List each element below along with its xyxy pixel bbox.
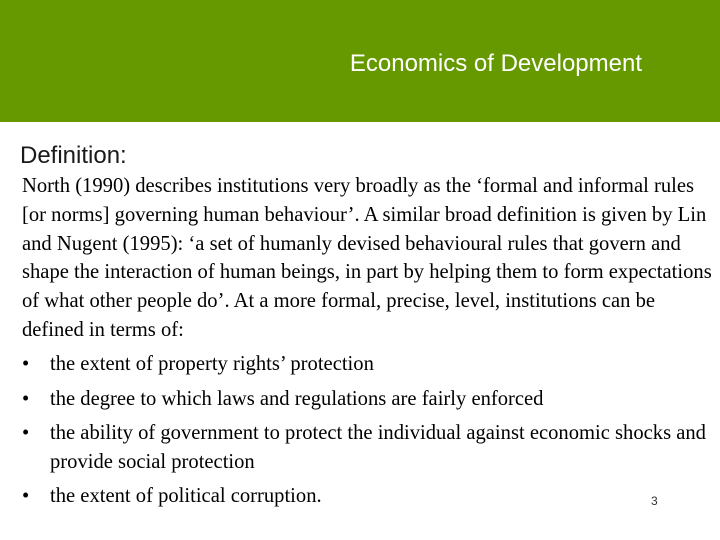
bullet-dot-icon: • bbox=[22, 353, 30, 376]
bullet-item bbox=[22, 419, 717, 477]
bullet-list bbox=[22, 350, 717, 510]
bullet-dot-icon: • bbox=[22, 421, 30, 444]
bullet-item bbox=[22, 350, 717, 379]
definition-heading: Definition: bbox=[20, 142, 127, 169]
bullet-text: the extent of political corruption. bbox=[50, 484, 322, 507]
body-text-block bbox=[22, 172, 717, 511]
bullet-dot-icon: • bbox=[22, 387, 30, 410]
bullet-text: the degree to which laws and regulations are fairly enforced bbox=[50, 387, 544, 410]
definition-paragraph: North (1990) describes institutions very broadly as the ‘formal and informal rules [or norms] governing human behaviour’. A similar broad definition is given by Lin and Nugent (1995): ‘a set of humanly devised behavioural rules that govern and shape the interaction of human beings, in part by helping them to form expectations of what other people do’. At a more formal, precise, level, institutions can be defined in terms of: bbox=[22, 175, 712, 341]
bullet-dot-icon: • bbox=[22, 484, 30, 507]
bullet-item bbox=[22, 385, 717, 414]
slide-title: Economics of Development bbox=[349, 50, 642, 77]
header-band bbox=[0, 0, 720, 122]
bullet-text: the extent of property rights’ protection bbox=[50, 353, 374, 376]
bullet-text: the ability of government to protect the individual against economic shocks and provide social protection bbox=[50, 421, 706, 473]
bullet-item bbox=[22, 482, 717, 511]
page-number: 3 bbox=[651, 494, 658, 508]
